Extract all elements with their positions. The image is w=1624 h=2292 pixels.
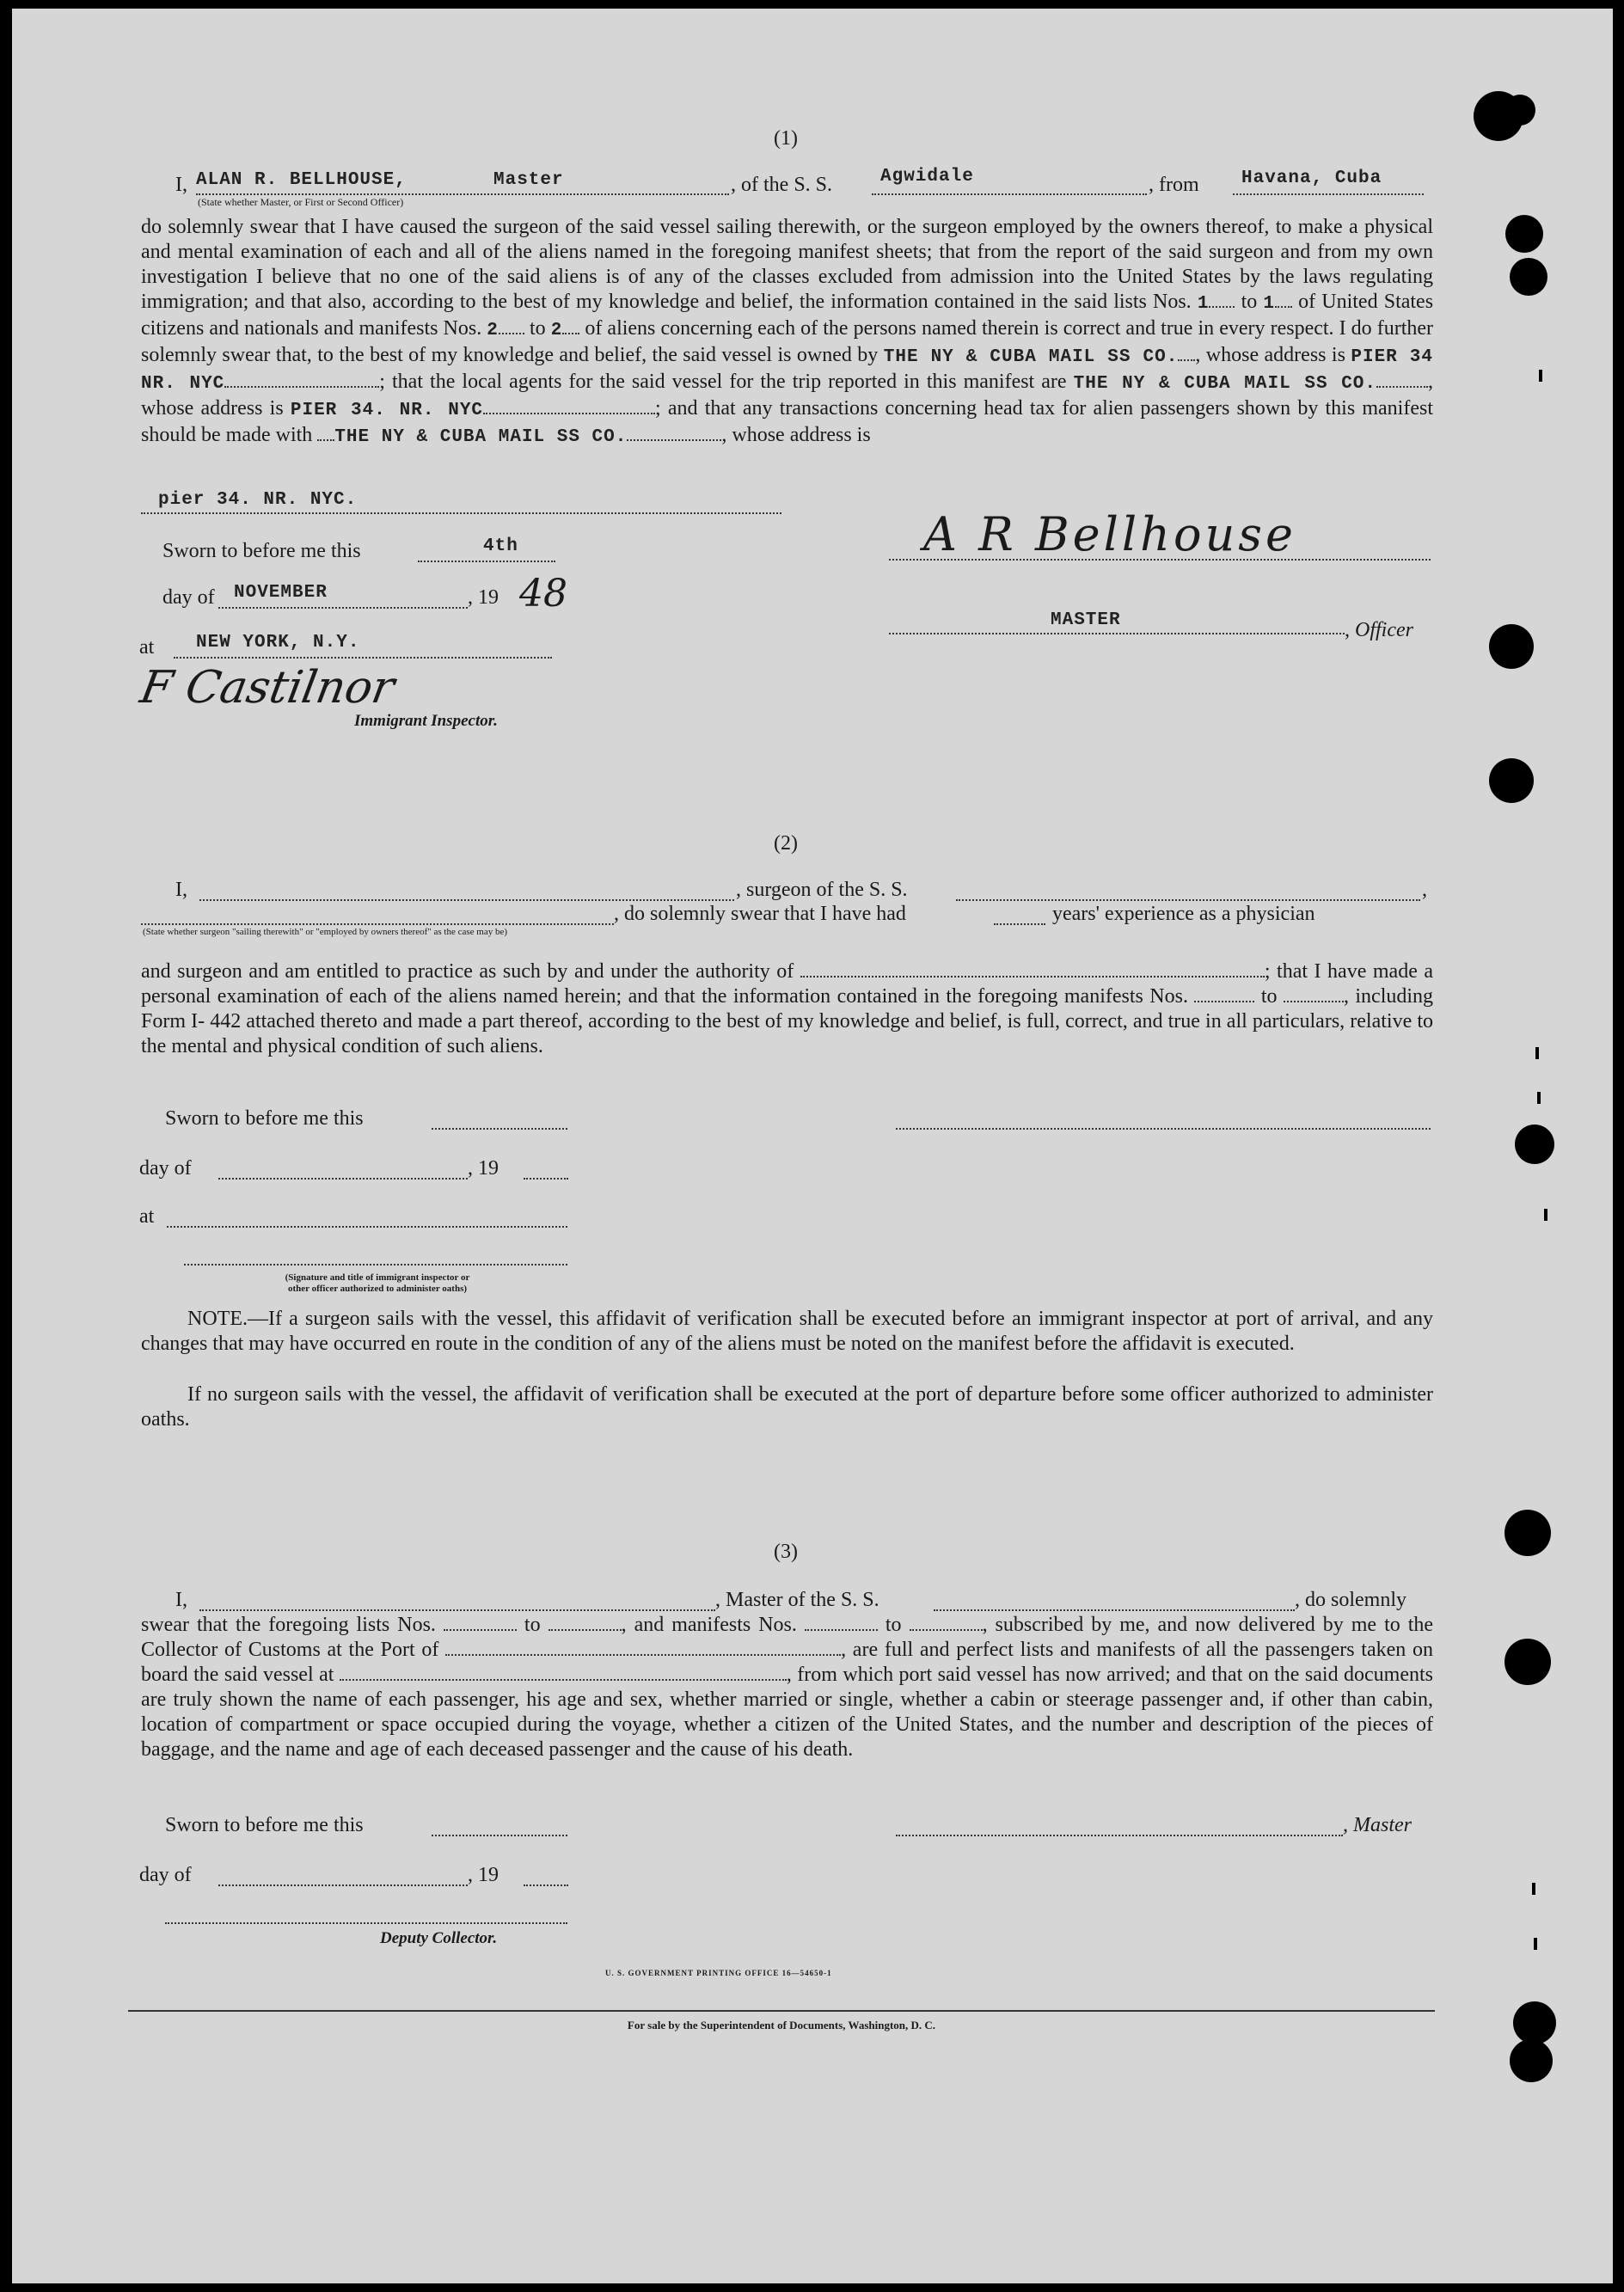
document-page <box>12 9 1613 2283</box>
i-label: I, <box>175 174 187 196</box>
s2-sig-note-2: other officer authorized to administer oaths) <box>287 1284 468 1294</box>
month-line <box>218 607 468 609</box>
surgeon-name-line <box>199 899 734 901</box>
head-tax-address-label: , whose address is <box>721 424 871 446</box>
officer-title: MASTER <box>1051 610 1121 630</box>
owner-value: THE NY & CUBA MAIL SS CO. <box>883 347 1179 367</box>
section-2-number: (2) <box>774 832 798 855</box>
s3-to-2: to <box>885 1614 902 1636</box>
note-paragraph-1 <box>141 1307 1433 1357</box>
surgeon-type-line <box>141 923 614 925</box>
punch-hole <box>1510 258 1547 296</box>
s3-master-sig-line <box>896 1835 1343 1836</box>
section-1-text-a: do solemnly swear that I have caused the surgeon of the said vessel sailing therewith, or the surgeon employed by the owners thereof, to make a physical and mental examination of each and all of the aliens named in the foregoing manifest sheets; that from the report of the said surgeon and from my own investigation I believe that no one of the said aliens is of any of the classes excluded from admission into the United States by the laws regulating immigration; and that also, according to the best of my knowledge and belief, the information contained in the said lists Nos. <box>141 216 1433 313</box>
swear-lists-text: swear that the foregoing lists Nos. <box>141 1614 436 1636</box>
manifests-of-text: manifests of all the passengers taken on board the said vessel at <box>141 1639 1433 1686</box>
from-port: Havana, Cuba <box>1241 169 1382 188</box>
head-tax-party: THE NY & CUBA MAIL SS CO. <box>334 427 628 447</box>
s2-year-line <box>524 1178 568 1180</box>
do-solemnly-label: , do solemnly <box>1295 1589 1406 1611</box>
punch-hole <box>1489 758 1534 803</box>
section-1-text-b: of United States citizens and nationals and manifests Nos. <box>141 291 1434 340</box>
s2-signature-line <box>896 1128 1431 1130</box>
section-3-number: (3) <box>774 1541 798 1563</box>
day-of-label-2: day of <box>139 1157 192 1180</box>
sworn-day-line <box>418 561 555 562</box>
full-perfect-text: , are full and perfect lists and <box>841 1639 1090 1661</box>
day-of-label-3: day of <box>139 1864 192 1886</box>
and-manifests-text: , and manifests Nos. <box>621 1614 797 1636</box>
printing-office: U. S. GOVERNMENT PRINTING OFFICE 16—54650-1 <box>605 1969 832 1977</box>
note-text-1: NOTE.—If a surgeon sails with the vessel, this affidavit of verification shall be executed before an immigrant inspector at port of arrival, and any changes that may have occurred en route in the condition of any of the aliens must be noted on the manifest before the affidavit is executed. <box>141 1308 1433 1355</box>
rank-value: Master <box>493 170 564 190</box>
section-1-text-c: of aliens concerning each of the persons named therein is correct and true in every respect. I do further solemnly swear that, to the best of my knowledge and belief, the said vessel is owned by <box>141 317 1434 366</box>
master-signature-line <box>889 559 1431 561</box>
speck <box>1539 370 1542 382</box>
lists-to: 1 <box>1263 294 1275 314</box>
section-3-text: port said vessel has now arrived; and that on the said documents are truly shown the name of each passenger, his age and sex, whether married or single, whether a cabin or steerage passenger and, if other than cabin, location of compartment or space occupied during the voyage, whether a citizen of the United States, and the number and description of the pieces of baggage, and the name and age of each deceased passenger and the cause of his death. <box>141 1664 1434 1761</box>
master-of-label: , Master of the S. S. <box>715 1589 879 1611</box>
officer-line <box>889 633 1345 634</box>
surgeon-of-label: , surgeon of the S. S. <box>736 879 908 901</box>
surgeon-note: (State whether surgeon "sailing therewith" or "employed by owners thereof" as the case may be) <box>143 927 508 937</box>
surgeon-vessel-line <box>956 899 1420 901</box>
to-label-2: to <box>529 317 546 340</box>
deputy-line <box>165 1922 567 1924</box>
comma: , <box>1422 879 1427 901</box>
rank-note: (State whether Master, or First or Second Officer) <box>198 196 404 208</box>
section-1-number: (1) <box>774 127 798 150</box>
sworn-day: 4th <box>483 536 518 556</box>
place-value: NEW YORK, N.Y. <box>196 633 360 653</box>
s2-sig-note-1: (Signature and title of immigrant inspector or <box>285 1272 470 1283</box>
s3-i-label: I, <box>175 1589 187 1611</box>
years-line <box>994 923 1045 925</box>
s3-month-line <box>218 1884 468 1886</box>
speck <box>1534 1938 1537 1950</box>
at-label-2: at <box>139 1205 155 1228</box>
punch-hole <box>1513 2001 1556 2044</box>
speck <box>1535 1047 1539 1059</box>
at-label-1: at <box>139 636 155 659</box>
for-sale-line: For sale by the Superintendent of Documents, Washington, D. C. <box>627 2019 936 2032</box>
s3-sworn-line <box>432 1835 567 1836</box>
master-signature: A R Bellhouse <box>923 507 1296 561</box>
sworn-label-3: Sworn to before me this <box>165 1814 364 1836</box>
s3-master-line <box>199 1609 715 1611</box>
note-text-2: If no surgeon sails with the vessel, the affidavit of verification shall be executed at the port of departure before some officer authorized to administer oaths. <box>141 1383 1433 1431</box>
year-prefix-2: , 19 <box>468 1157 499 1180</box>
delivered-text: delivered by me to the Collector of Customs at the Port of <box>141 1614 1434 1661</box>
vessel-line <box>872 193 1147 195</box>
s2-month-line <box>218 1178 468 1180</box>
day-of-label-1: day of <box>162 586 215 609</box>
section-1-body: do solemnly swear that I have caused the surgeon of the said vessel sailing therewith, or the surgeon employed by the owners thereof, to make a physical and mental examination of each and all of the aliens named in the foregoing manifest sheets; that from the report of the said surgeon and from my own investigation I believe that no one of the said aliens is of any of the classes excluded from admission into the United States by the laws regulating immigration; and that also, according to the best of my knowledge and belief, the information contained in the said lists Nos. 1 to 1 of United States citizens and nationals and manifests Nos. 2 to 2 of aliens concerning each of the persons named therein is correct and true in every respect. I do further solemnly swear that, to the best of my knowledge and belief, the said vessel is owned by THE NY & CUBA MAIL SS CO. , whose address is PIER 34 NR. NYC ; that the local agents for the said vessel for the trip reported in this manifest are THE NY & CUBA MAIL SS CO. , whose address is PIER 34. NR. NYC ; and that any transactions concerning head tax for alien passengers shown by this manifest should be made with THE NY & CUBA MAIL SS CO. , whose address is <box>141 216 1434 447</box>
deputy-label: Deputy Collector. <box>380 1929 498 1947</box>
year-prefix-1: , 19 <box>468 586 499 609</box>
speck <box>1537 1092 1541 1104</box>
punch-hole <box>1505 215 1543 253</box>
s3-year-line <box>524 1884 568 1886</box>
punch-hole <box>1504 1510 1551 1556</box>
s2-place-line <box>167 1226 567 1228</box>
note-paragraph-2 <box>141 1382 1433 1432</box>
s3-to-1: to <box>524 1614 541 1636</box>
from-port-line <box>1233 193 1424 195</box>
authority-text: and surgeon and am entitled to practice as such by and under the authority of <box>141 960 794 983</box>
s3-vessel-line <box>934 1609 1295 1611</box>
s2-i-label: I, <box>175 879 187 901</box>
section-3-body <box>141 1613 1433 1762</box>
manifest-from: 2 <box>487 321 499 340</box>
inspector-signature: F Castilnor <box>136 662 399 714</box>
officer-label: , Officer <box>1345 619 1413 641</box>
month-value: NOVEMBER <box>234 583 328 603</box>
from-label: , from <box>1149 174 1199 196</box>
of-ss-label: , of the S. S. <box>731 174 833 196</box>
years-label: years' experience as a physician <box>1052 903 1315 925</box>
footer-rule <box>128 2010 1435 2012</box>
sworn-label-2: Sworn to before me this <box>165 1107 364 1130</box>
agent-address-label: whose address is <box>141 397 284 420</box>
s2-inspector-line <box>184 1264 567 1266</box>
head-tax-address: pier 34. NR. NYC. <box>158 490 358 510</box>
sworn-label-1: Sworn to before me this <box>162 540 361 562</box>
from-which-text: , from which <box>786 1664 894 1686</box>
to-label: to <box>1241 291 1258 313</box>
lists-from: 1 <box>1197 294 1210 314</box>
year-suffix: 48 <box>519 572 567 616</box>
section-2-body: and surgeon and am entitled to practice as such by and under the authority of ; that I have made a personal examination of each of the aliens named herein; and that the information contained in the foregoing manifests Nos. to , including Form I- 442 attached thereto and made a part thereof, according to the best of my knowledge and belief, is full, correct, and true in all particulars, relative to the mental and physical condition of such aliens. <box>141 960 1434 1057</box>
punch-hole <box>1489 624 1534 669</box>
section-2-text-a: that I have made a personal examination of each of the aliens named herein; and that the information contained in the foregoing manifests Nos. <box>141 960 1434 1008</box>
place-line <box>174 657 552 659</box>
master-label: , Master <box>1343 1814 1412 1836</box>
punch-hole <box>1510 2039 1553 2082</box>
agents-value: THE NY & CUBA MAIL SS CO. <box>1073 374 1377 394</box>
s2-sig-note <box>193 1272 562 1295</box>
vessel-name: Agwidale <box>880 167 974 187</box>
s2-sworn-line <box>432 1128 567 1130</box>
punch-hole <box>1504 1639 1551 1685</box>
whose-address-label: , whose address is <box>1195 344 1345 366</box>
inspector-label: Immigrant Inspector. <box>354 712 498 730</box>
punch-hole <box>1504 95 1535 126</box>
s2-to-label: to <box>1260 985 1278 1008</box>
speck <box>1544 1209 1547 1221</box>
swear-label: , do solemnly swear that I have had <box>614 903 906 925</box>
head-tax-address-line <box>141 512 781 514</box>
year-prefix-3: , 19 <box>468 1864 499 1886</box>
head-tax-text: ; and that any transactions concerning head tax for alien passengers shown by this manifest should be made with <box>141 397 1434 446</box>
manifest-to: 2 <box>550 321 563 340</box>
punch-hole <box>1515 1125 1554 1164</box>
owner-address: PIER 34 NR. NYC <box>141 347 1434 394</box>
speck <box>1532 1883 1535 1895</box>
section-2-text-b: , including Form I- 442 attached thereto and made a part thereof, according to the best of my knowledge and belief, is full, correct, and true in all particulars, relative to the mental and physical condition of such aliens. <box>141 985 1434 1057</box>
master-name: ALAN R. BELLHOUSE, <box>196 170 407 190</box>
subscribed-text: , subscribed by me, and now <box>982 1614 1231 1636</box>
master-name-line <box>196 193 729 195</box>
local-agents-label: that the local agents for the said vessel for the trip reported in this manifest are <box>392 371 1067 393</box>
agent-address: PIER 34. NR. NYC <box>290 401 484 420</box>
